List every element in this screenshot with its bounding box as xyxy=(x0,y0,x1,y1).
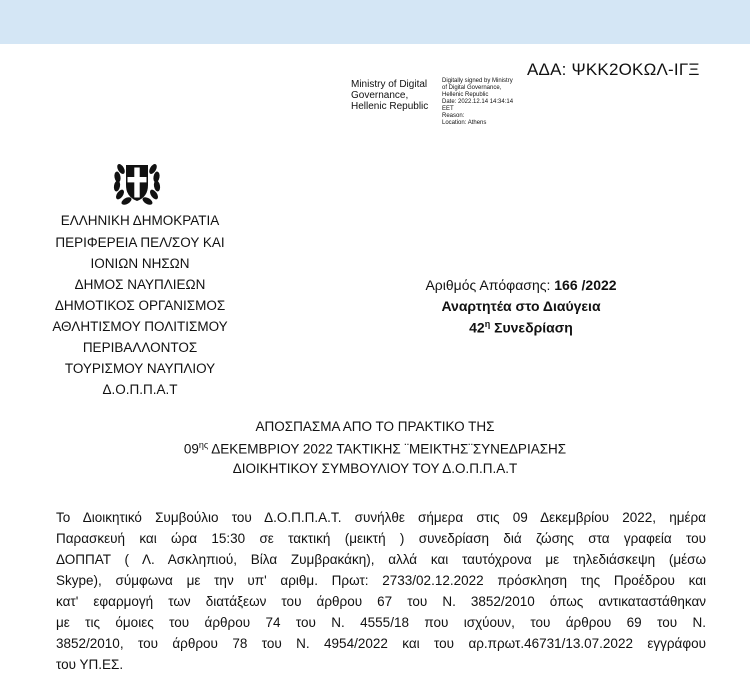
body-line: 3852/2010, του άρθρου 78 του Ν. 4954/2022 και του αρ.πρωτ.46731/13.07.2022 εγγράφου xyxy=(56,636,706,651)
signature-detail-line: Hellenic Republic xyxy=(442,92,489,98)
title-rest: ΔΕΚΕΜΒΡΙΟΥ 2022 ΤΑΚΤΙΚΗΣ ¨ΜΕΙΚΤΗΣ¨ΣΥΝΕΔΡΙΑΣΗΣ xyxy=(208,441,567,457)
title-line xyxy=(140,440,610,457)
signature-detail-line: Date: 2022.12.14 14:34:14 xyxy=(442,99,514,105)
ada-code: ΑΔΑ: ΨΚΚ2ΟΚΩΛ-ΙΓΞ xyxy=(527,60,700,79)
title-line: ΔΙΟΙΚΗΤΙΚΟΥ ΣΥΜΒΟΥΛΙΟΥ ΤΟΥ Δ.Ο.Π.Π.Α.Τ xyxy=(232,461,518,476)
signature-detail-line: Digitally signed by Ministry xyxy=(442,78,513,84)
signature-signer-line: Hellenic Republic xyxy=(351,101,429,112)
signature-detail-line: of Digital Governance, xyxy=(442,85,502,91)
greek-coat-of-arms-icon xyxy=(112,157,162,207)
header-line: ΤΟΥΡΙΣΜΟΥ ΝΑΥΠΛΙΟΥ xyxy=(64,361,216,376)
header-line: ΔΗΜΟΤΙΚΟΣ ΟΡΓΑΝΙΣΜΟΣ xyxy=(54,298,226,313)
body-line: με τις όμοιες του άρθρου 74 του Ν. 4555/18 που ισχύουν, του άρθρου 69 του Ν. xyxy=(56,615,706,630)
body-line: κατ' εφαρμογή των διατάξεων του άρθρου 67 του Ν. 3852/2010 όπως αντικαταστάθηκαν xyxy=(56,594,706,609)
header-line: Δ.Ο.Π.Π.Α.Τ xyxy=(102,382,178,397)
title-line: ΑΠΟΣΠΑΣΜΑ ΑΠΟ ΤΟ ΠΡΑΚΤΙΚΟ ΤΗΣ xyxy=(255,419,495,434)
decision-number xyxy=(376,277,666,293)
session-number: 42 xyxy=(469,319,485,336)
signature-details xyxy=(442,78,513,127)
header-line: ΠΕΡΙΦΕΡΕΙΑ ΠΕΛ/ΣΟΥ ΚΑΙ xyxy=(55,235,225,250)
session-label: Συνεδρίαση xyxy=(490,319,573,336)
decision-number-value: 166 /2022 xyxy=(554,277,617,293)
decision-posting: Αναρτητέα στο Διαύγεια xyxy=(441,298,601,314)
decision-session xyxy=(376,319,666,336)
signature-signer-line: Governance, xyxy=(351,90,409,101)
signature-detail-line: EET xyxy=(442,106,454,112)
header-line: ΙΟΝΙΩΝ ΝΗΣΩΝ xyxy=(90,256,190,271)
body-line: Skype), σύμφωνα με την υπ' αριθμ. Πρωτ: 2733/02.12.2022 πρόσκληση της Προέδρου και xyxy=(56,573,706,588)
top-bar xyxy=(0,0,750,44)
header-line: ΕΛΛΗΝΙΚΗ ΔΗΜΟΚΡΑΤΙΑ xyxy=(60,213,220,228)
decision-number-label: Αριθμός Απόφασης: xyxy=(425,277,555,293)
signature-signer-line: Ministry of Digital xyxy=(351,79,428,90)
signature-detail-line: Reason: xyxy=(442,113,465,119)
header-line: ΔΗΜΟΣ ΝΑΥΠΛΙΕΩΝ xyxy=(74,277,206,292)
header-line: ΑΘΛΗΤΙΣΜΟΥ ΠΟΛΙΤΙΣΜΟΥ xyxy=(52,319,228,334)
signature-signer xyxy=(351,79,428,112)
header-line: ΠΕΡΙΒΑΛΛΟΝΤΟΣ xyxy=(82,340,198,355)
session-suffix: η xyxy=(484,319,491,329)
title-day: 09 xyxy=(183,441,199,457)
body-line: του ΥΠ.ΕΣ. xyxy=(56,657,124,672)
body-line: Παρασκευή και ώρα 15:30 σε τακτική (μεικτή ) συνεδρίαση διά ζώσης στα γραφεία του xyxy=(56,531,706,546)
body-line: Το Διοικητικό Συμβούλιο του Δ.Ο.Π.Π.Α.Τ. συνήλθε σήμερα στις 09 Δεκεμβρίου 2022, ημέρα xyxy=(56,510,706,525)
signature-detail-line: Location: Athens xyxy=(442,120,487,126)
body-line: ΔΟΠΠΑΤ ( Λ. Ασκληπιού, Βίλα Ζυμβρακάκη), αλλά και ταυτόχρονα με τηλεδιάσκεψη (μέσω xyxy=(56,552,706,567)
title-day-suffix: ης xyxy=(198,440,209,450)
